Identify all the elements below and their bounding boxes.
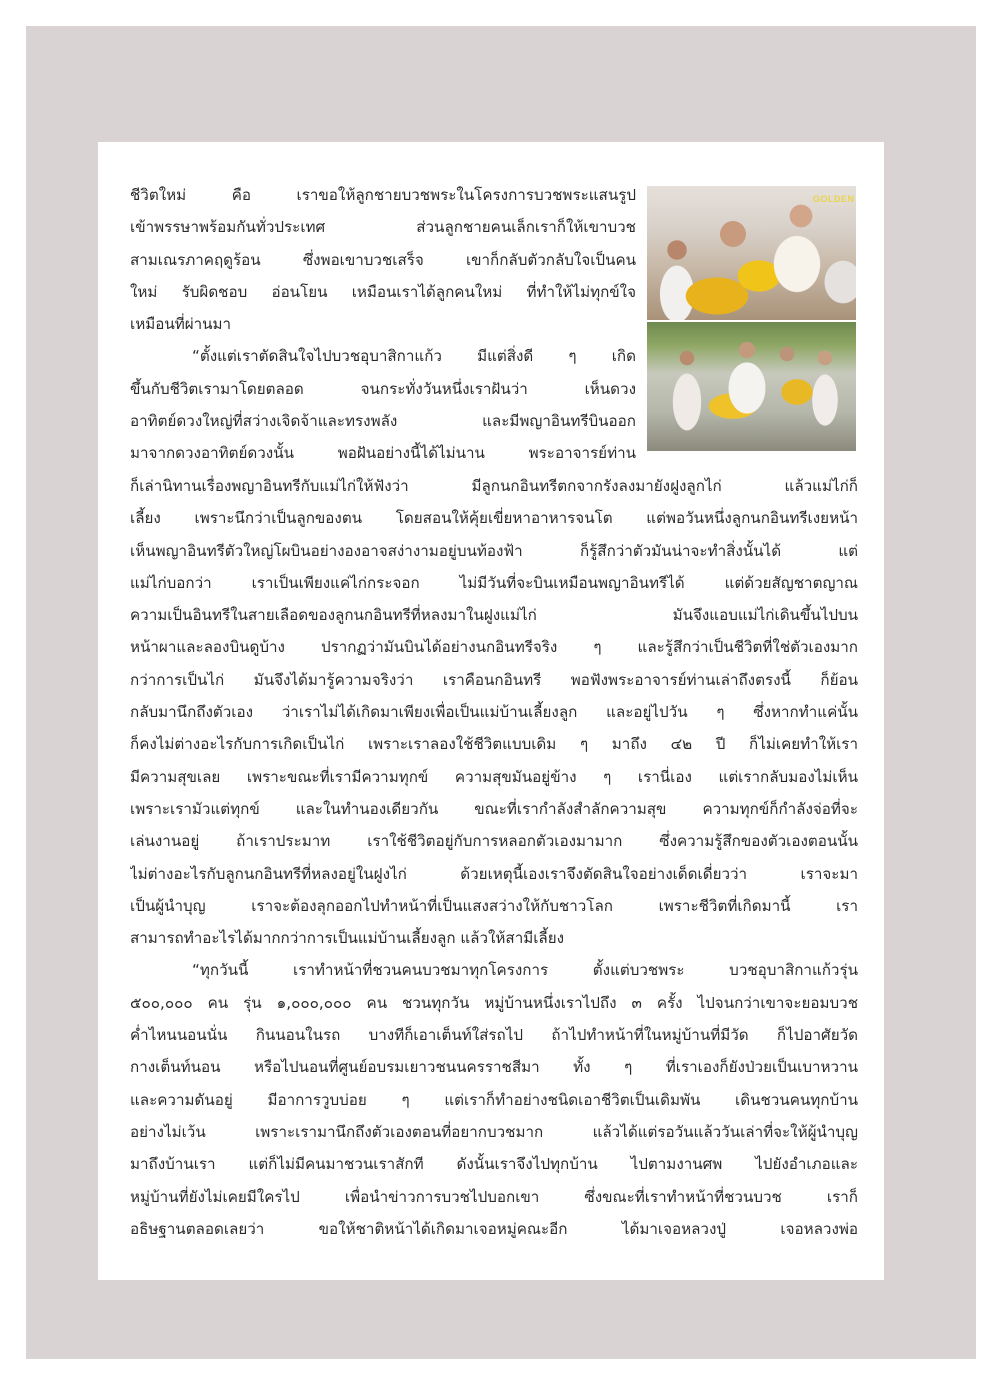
text-line: อย่างไม่เว้น เพราะเรามานึกถึงตัวเองตอนที่อยากบวชมาก แล้วได้แต่รอวันแล้ววันเล่าที่จะให้ผู้นำบุญ [130,1122,858,1141]
text-line: เป็นผู้นำบุญ เราจะต้องลุกออกไปทำหน้าที่เป็นแสงสว่างให้กับชาวโลก เพราะชีวิตที่เกิดมานี้ เรา [130,896,858,915]
text-line: มาจากดวงอาทิตย์ดวงนั้น พอฝันอย่างนี้ได้ไม่นาน พระอาจารย์ท่าน [130,444,636,463]
text-line: และความดันอยู่ มีอาการวูบบ่อย ๆ แต่เราก็ทำอย่างชนิดเอาชีวิตเป็นเดิมพัน เดินชวนคนทุกบ้าน [130,1090,858,1109]
text-line: ๕๐๐,๐๐๐ คน รุ่น ๑,๐๐๐,๐๐๐ คน ชวนทุกวัน หมู่บ้านหนึ่งเราไปถึง ๓ ครั้ง ไปจนกว่าเขาจะยอมบวช [130,993,858,1012]
text-line: หน้าผาและลองบินดูบ้าง ปรากฏว่ามันบินได้อย่างนกอินทรีจริง ๆ และรู้สึกว่าเป็นชีวิตที่ใช่ตัวเองมาก [130,638,858,657]
text-line: อาทิตย์ดวงใหญ่ที่สว่างเจิดจ้าและทรงพลัง และมีพญาอินทรีบินออก [130,412,636,431]
text-line: แม่ไก่บอกว่า เราเป็นเพียงแค่ไก่กระจอก ไม่มีวันที่จะบินเหมือนพญาอินทรีได้ แต่ด้วยสัญชาตญาณ [130,573,858,592]
text-line: กางเต็นท์นอน หรือไปนอนที่ศูนย์อบรมเยาวชนนครราชสีมา ทั้ง ๆ ที่เราเองก็ยังป่วยเป็นเบาหวาน [130,1058,858,1077]
text-line: เล่นงานอยู่ ถ้าเราประมาท เราใช้ชีวิตอยู่กับการหลอกตัวเองมามาก ซึ่งความรู้สึกของตัวเองตอนนั้น [130,832,858,851]
text-line: ก็เล่านิทานเรื่องพญาอินทรีกับแม่ไก่ให้ฟังว่า มีลูกนกอินทรีตกจากรังลงมายังฝูงลูกไก่ แล้วแม่ไก่ก็ [130,477,858,495]
text-line: ขึ้นกับชีวิตเรามาโดยตลอด จนกระทั่งวันหนึ่งเราฝันว่า เห็นดวง [130,379,636,398]
ordination-photo-top [647,186,856,320]
photo-banner-text: GOLDEN [813,194,855,204]
text-line: กลับมานึกถึงตัวเอง ว่าเราไม่ได้เกิดมาเพียงเพื่อเป็นแม่บ้านเลี้ยงลูก และอยู่ไปวัน ๆ ซึ่งหากทำแค่นั้น [130,703,858,722]
text-line: อธิษฐานตลอดเลยว่า ขอให้ชาติหน้าได้เกิดมาเจอหมู่คณะอีก ได้มาเจอหลวงปู่ เจอหลวงพ่อ [130,1219,858,1238]
text-line: เข้าพรรษาพร้อมกันทั่วประเทศ ส่วนลูกชายคนเล็กเราก็ให้เขาบวช [130,218,636,237]
text-line: “ตั้งแต่เราตัดสินใจไปบวชอุบาสิกาแก้ว มีแต่สิ่งดี ๆ เกิด [192,347,636,366]
text-line: ค่ำไหนนอนนั่น กินนอนในรถ บางทีก็เอาเต็นท์ใส่รถไป ถ้าไปทำหน้าที่ในหมู่บ้านที่มีวัด ก็ไปอาศัยวัด [130,1026,858,1045]
text-line: ก็คงไม่ต่างอะไรกับการเกิดเป็นไก่ เพราะเราลองใช้ชีวิตแบบเดิม ๆ มาถึง ๔๒ ปี ก็ไม่เคยทำให้เรา [130,735,858,754]
text-line: ชีวิตใหม่ คือ เราขอให้ลูกชายบวชพระในโครงการบวชพระแสนรูป [130,186,636,204]
text-line: เลี้ยง เพราะนึกว่าเป็นลูกของตน โดยสอนให้คุ้ยเขี่ยหาอาหารจนโต แต่พอวันหนึ่งลูกนกอินทรีเงยหน้า [130,509,858,528]
ordination-photo-bottom [647,322,856,451]
text-line: กว่าการเป็นไก่ มันจึงได้มารู้ความจริงว่า เราคือนกอินทรี พอฟังพระอาจารย์ท่านเล่าถึงตรงนี้ ก็ย้อน [130,670,858,689]
text-line: มาถึงบ้านเรา แต่ก็ไม่มีคนมาชวนเราสักที ดังนั้นเราจึงไปทุกบ้าน ไปตามงานศพ ไปยังอำเภอและ [130,1155,858,1174]
text-line: ความเป็นอินทรีในสายเลือดของลูกนกอินทรีที่หลงมาในฝูงแม่ไก่ มันจึงแอบแม่ไก่เดินขึ้นไปบน [130,606,858,625]
text-line: สามเณรภาคฤดูร้อน ซึ่งพอเขาบวชเสร็จ เขาก็กลับตัวกลับใจเป็นคน [130,250,636,269]
text-line: ไม่ต่างอะไรกับลูกนกอินทรีที่หลงอยู่ในฝูงไก่ ด้วยเหตุนี้เองเราจึงตัดสินใจอย่างเด็ดเดี่ยวว่า เราจะมา [130,864,858,883]
text-line: เหมือนที่ผ่านมา [130,315,232,334]
text-line: เพราะเรามัวแต่ทุกข์ และในทำนองเดียวกัน ขณะที่เรากำลังสำลักความสุข ความทุกข์ก็กำลังจ่อที่จะ [130,799,858,818]
text-line: สามารถทำอะไรได้มากกว่าการเป็นแม่บ้านเลี้ยงลูก แล้วให้สามีเลี้ยง [130,929,565,948]
text-line: “ทุกวันนี้ เราทำหน้าที่ชวนคนบวชมาทุกโครงการ ตั้งแต่บวชพระ บวชอุบาสิกาแก้วรุ่น [192,961,858,980]
text-line: มีความสุขเลย เพราะขณะที่เรามีความทุกข์ ความสุขมันอยู่ข้าง ๆ เรานี่เอง แต่เรากลับมองไม่เห็น [130,767,858,786]
article-text-top [130,179,636,470]
text-line: ใหม่ รับผิดชอบ อ่อนโยน เหมือนเราได้ลูกคนใหม่ ที่ทำให้ไม่ทุกข์ใจ [130,282,636,301]
article-text-bottom [130,470,858,1245]
text-line: หมู่บ้านที่ยังไม่เคยมีใครไป เพื่อนำข่าวการบวชไปบอกเขา ซึ่งขณะที่เราทำหน้าที่ชวนบวช เราก็ [130,1187,858,1206]
text-line: เห็นพญาอินทรีตัวใหญ่โผบินอย่างองอาจสง่างามอยู่บนท้องฟ้า ก็รู้สึกว่าตัวมันน่าจะทำสิ่งนั้นได้ แต่ [130,541,858,560]
